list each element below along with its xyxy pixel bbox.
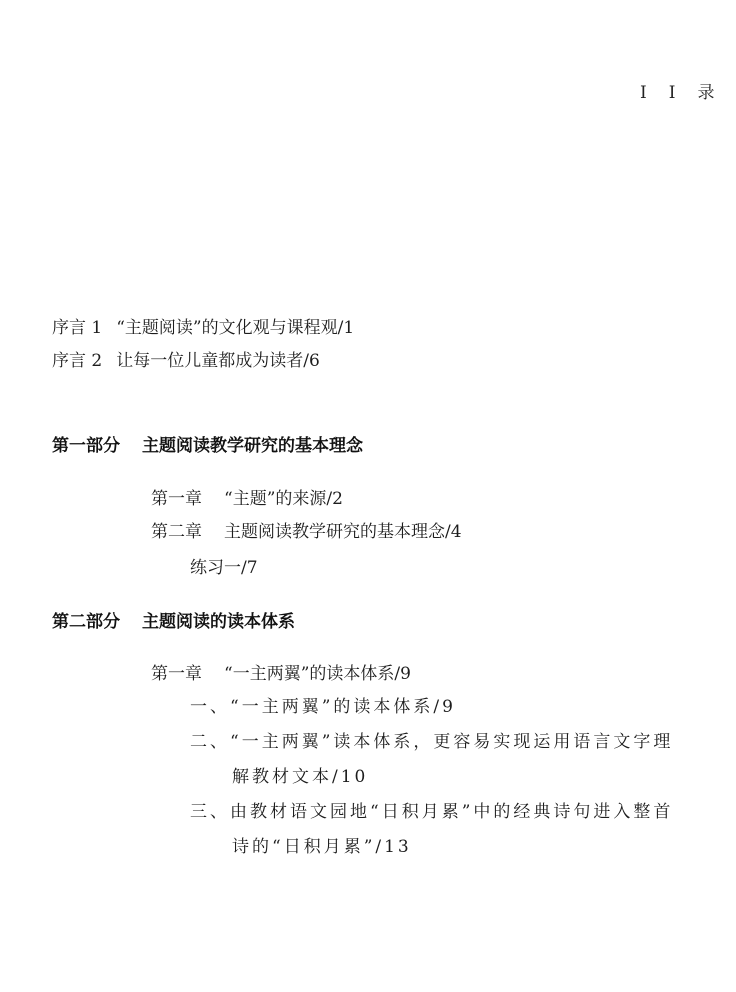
chapter-label: 第一章 — [151, 664, 202, 684]
chapter-title: 主题阅读教学研究的基本理念/4 — [224, 522, 462, 542]
page-header — [640, 78, 736, 103]
preface-label: 序言 2 — [52, 351, 103, 371]
part-1-exercise: 练习一/7 — [190, 558, 258, 578]
section-3-line-2: 诗的“日积月累”/13 — [232, 837, 412, 857]
section-2-line-2: 解教材文本/10 — [232, 767, 369, 787]
part-1-chapter-1 — [151, 484, 343, 509]
part-label: 第一部分 — [52, 436, 120, 456]
chapter-title: “主题”的来源/2 — [224, 489, 343, 509]
preface-title: 让每一位儿童都成为读者/6 — [116, 351, 320, 371]
part-title: 主题阅读教学研究的基本理念 — [142, 436, 363, 456]
header-title-char: 录 — [697, 83, 736, 103]
preface-2 — [52, 346, 320, 371]
part-1-chapter-2 — [151, 517, 462, 542]
header-roman-numeral: II — [640, 83, 698, 103]
section-2-line-1: 二、“一主两翼”读本体系，更容易实现运用语言文字理 — [190, 732, 674, 752]
part-2-chapter-1 — [151, 659, 411, 684]
preface-1 — [52, 313, 354, 338]
part-2-heading — [52, 607, 295, 632]
section-3-line-1: 三、由教材语文园地“日积月累”中的经典诗句进入整首 — [190, 802, 674, 822]
part-label: 第二部分 — [52, 612, 120, 632]
chapter-label: 第二章 — [151, 522, 202, 542]
chapter-title: “一主两翼”的读本体系/9 — [224, 664, 411, 684]
section-1: 一、“一主两翼”的读本体系/9 — [190, 697, 456, 717]
part-title: 主题阅读的读本体系 — [142, 612, 295, 632]
chapter-label: 第一章 — [151, 489, 202, 509]
part-1-heading — [52, 431, 363, 456]
preface-label: 序言 1 — [52, 318, 103, 338]
preface-title: “主题阅读”的文化观与课程观/1 — [116, 318, 355, 338]
